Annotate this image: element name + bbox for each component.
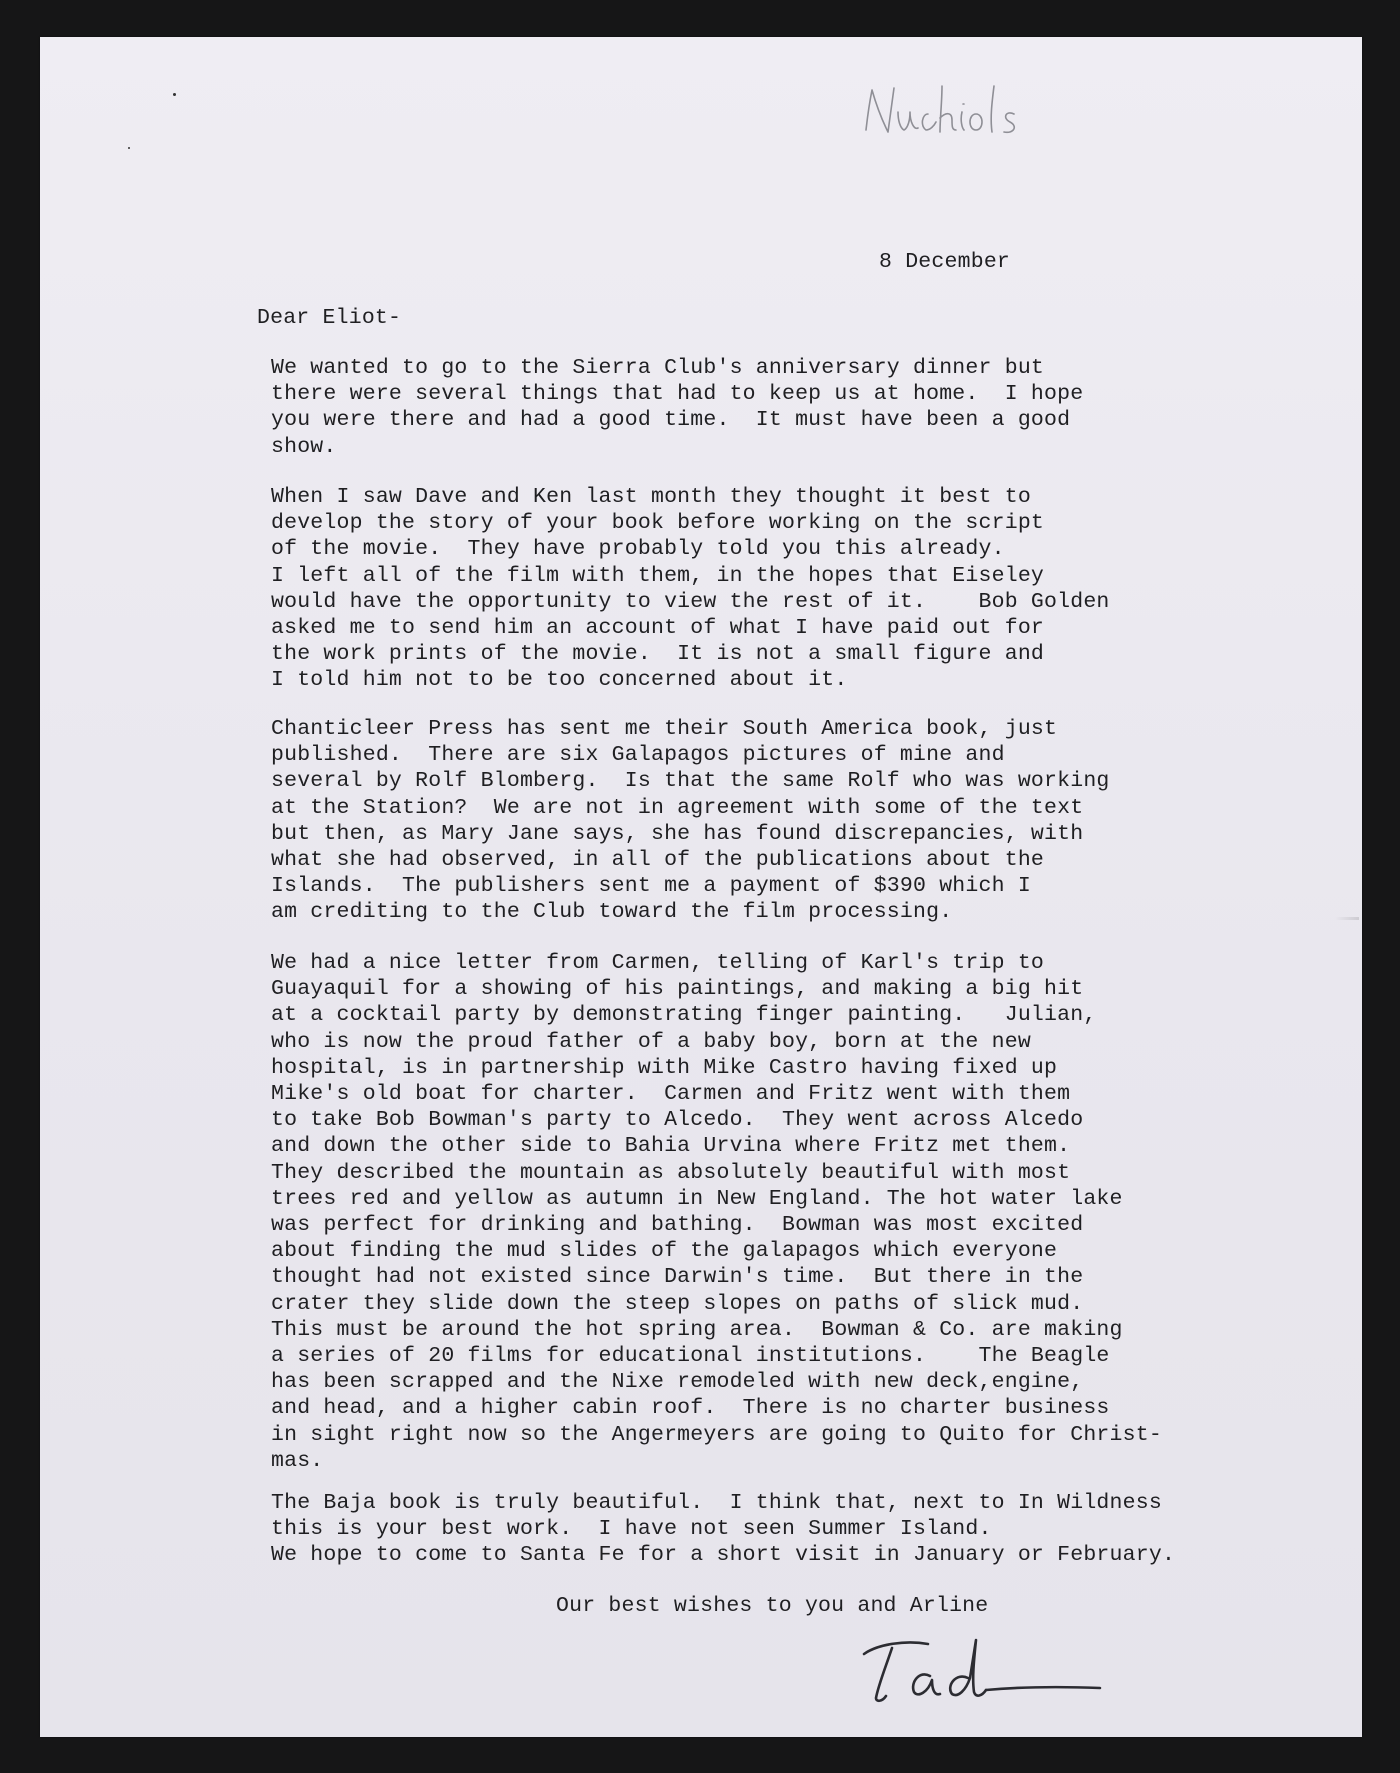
body-paragraph-3: Chanticleer Press has sent me their South America book, just published. There are six Galapagos pictures of mine and several by Rolf Blomberg. Is that the same Rolf who was working at the Station? We are not in agreement with some of the text but then, as Mary Jane says, she has found discrepancies, with what she had observed, in all of the publications about the Islands. The publishers sent me a payment of $390 which I am crediting to the Club toward the film processing.: [271, 717, 1110, 925]
body-paragraph-2: When I saw Dave and Ken last month they thought it best to develop the story of your book before working on the script of the movie. They have probably told you this already. I left all of the film with them, in the hopes that Eiseley would have the opportunity to view the rest of it. Bob Golden asked me to send him an account of what I have paid out for the work prints of the movie. It is not a small figure and I told him not to be too concerned about it.: [271, 485, 1110, 693]
body-paragraph-5: The Baja book is truly beautiful. I think that, next to In Wildness this is your best work. I have not seen Summer Island. We hope to come to Santa Fe for a short visit in January or February.: [271, 1491, 1176, 1568]
letter-date: 8 December: [879, 250, 1011, 274]
paper-speck: [128, 147, 130, 149]
handwritten-signature: [858, 1632, 1108, 1722]
salutation: Dear Eliot-: [257, 306, 402, 330]
body-paragraph-1: We wanted to go to the Sierra Club's anniversary dinner but there were several things that had to keep us at home. I hope you were there and had a good time. It must have been a good show.: [271, 356, 1084, 459]
body-paragraph-4: We had a nice letter from Carmen, telling of Karl's trip to Guayaquil for a showing of his paintings, and making a big hit at a cocktail party by demonstrating finger painting. Julian, who is now the proud father of a baby boy, born at the new hospital, is in partnership with Mike Castro having fixed up Mike's old boat for charter. Carmen and Fritz went with them to take Bob Bowman's party to Alcedo. They went across Alcedo and down the other side to Bahia Urvina where Fritz met them. They described the mountain as absolutely beautiful with most trees red and yellow as autumn in New England. The hot water lake was perfect for drinking and bathing. Bowman was most excited about finding the mud slides of the galapagos which everyone thought had not existed since Darwin's time. But there in the crater they slide down the steep slopes on paths of slick mud. This must be around the hot spring area. Bowman & Co. are making a series of 20 films for educational institutions. The Beagle has been scrapped and the Nixe remodeled with new deck,engine, and head, and a higher cabin roof. There is no charter business in sight right now so the Angermeyers are going to Quito for Christ- mas.: [271, 951, 1162, 1473]
handwritten-annotation: [858, 82, 1058, 152]
paper-fold-mark: [1335, 917, 1359, 920]
closing-line: Our best wishes to you and Arline: [556, 1594, 989, 1618]
paper-speck: [173, 93, 176, 96]
